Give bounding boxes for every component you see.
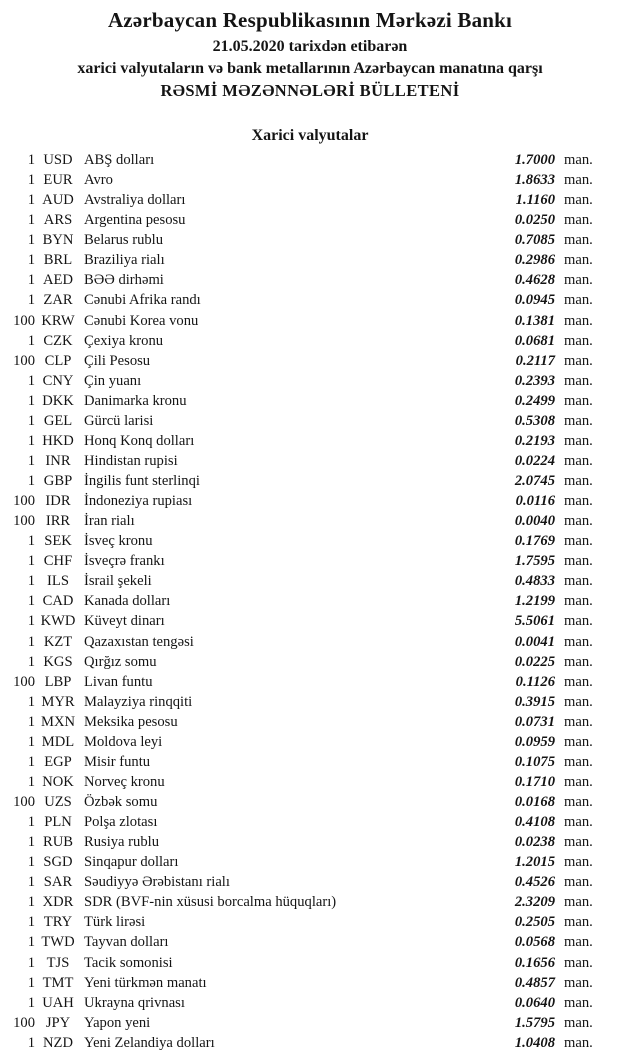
quantity-cell: 1 xyxy=(27,232,35,249)
unit-label-cell: man. xyxy=(564,172,593,189)
unit-label-cell: man. xyxy=(564,452,593,469)
quantity-cell: 1 xyxy=(27,974,35,991)
rate-value-cell: 1.2199 xyxy=(514,593,555,610)
currency-name-cell: İngilis funt sterlinqi xyxy=(84,473,200,489)
rate-value-cell: 0.0250 xyxy=(514,212,555,229)
currency-code-cell: ARS xyxy=(43,212,73,229)
unit-label-cell: man. xyxy=(564,432,593,449)
rate-row xyxy=(0,1033,620,1053)
quantity-cell: 1 xyxy=(27,412,35,429)
unit-label-cell: man. xyxy=(564,292,593,309)
rate-row xyxy=(0,772,620,792)
currency-code-cell: LBP xyxy=(44,673,72,690)
currency-name-cell: Cənubi Korea vonu xyxy=(84,312,199,329)
currency-name-cell: İsrail şekeli xyxy=(84,573,152,590)
rate-row xyxy=(0,1013,620,1033)
rate-value-cell: 1.5795 xyxy=(514,1014,555,1031)
rate-value-cell: 5.5061 xyxy=(514,613,555,630)
unit-label-cell: man. xyxy=(564,332,593,349)
unit-label-cell: man. xyxy=(564,1014,593,1031)
currency-name-cell: Meksika pesosu xyxy=(84,713,178,730)
quantity-cell: 1 xyxy=(27,192,35,209)
currency-name-cell: Ukrayna qrivnası xyxy=(84,994,185,1011)
rate-value-cell: 0.0568 xyxy=(514,934,555,951)
unit-label-cell: man. xyxy=(564,152,593,168)
rate-value-cell: 2.0745 xyxy=(514,473,555,489)
currency-code-cell: GBP xyxy=(43,473,73,489)
currency-code-cell: AUD xyxy=(42,192,74,209)
rate-row xyxy=(0,411,620,431)
rate-row xyxy=(0,832,620,852)
currency-name-cell: ABŞ dolları xyxy=(84,152,155,168)
currency-name-cell: Səudiyyə Ərəbistanı rialı xyxy=(84,874,230,891)
currency-name-cell: Gürcü larisi xyxy=(84,412,154,429)
currency-code-cell: ILS xyxy=(47,573,69,590)
currency-code-cell: INR xyxy=(45,452,71,469)
rate-value-cell: 0.1075 xyxy=(514,753,555,770)
unit-label-cell: man. xyxy=(564,412,593,429)
currency-name-cell: Danimarka kronu xyxy=(84,392,187,409)
unit-label-cell: man. xyxy=(564,372,593,389)
rate-value-cell: 0.2393 xyxy=(514,372,555,389)
currency-name-cell: Livan funtu xyxy=(84,673,153,690)
rate-row xyxy=(0,852,620,872)
currency-name-cell: Qırğız somu xyxy=(84,653,157,670)
unit-label-cell: man. xyxy=(564,1034,593,1051)
rate-row xyxy=(0,752,620,772)
quantity-cell: 100 xyxy=(13,493,35,510)
unit-label-cell: man. xyxy=(564,693,593,710)
quantity-cell: 1 xyxy=(27,954,35,971)
quantity-cell: 100 xyxy=(13,1014,35,1031)
quantity-cell: 1 xyxy=(27,573,35,590)
currency-name-cell: Kanada dolları xyxy=(84,593,171,610)
section-title-foreign-currencies: Xarici valyutalar xyxy=(251,127,369,144)
currency-name-cell: Yapon yeni xyxy=(84,1014,151,1031)
unit-label-cell: man. xyxy=(564,232,593,249)
unit-label-cell: man. xyxy=(564,653,593,670)
currency-code-cell: TJS xyxy=(46,954,70,971)
unit-label-cell: man. xyxy=(564,493,593,510)
quantity-cell: 1 xyxy=(27,733,35,750)
rate-value-cell: 0.0959 xyxy=(514,733,555,750)
rate-row xyxy=(0,150,620,170)
rate-row xyxy=(0,892,620,912)
currency-name-cell: Braziliya rialı xyxy=(84,252,165,269)
currency-name-cell: Avro xyxy=(84,172,113,189)
currency-name-cell: Çili Pesosu xyxy=(84,352,151,369)
rate-row xyxy=(0,290,620,310)
currency-code-cell: TWD xyxy=(41,934,75,951)
currency-name-cell: BƏƏ dirhəmi xyxy=(84,272,164,289)
currency-code-cell: SAR xyxy=(43,874,73,891)
unit-label-cell: man. xyxy=(564,633,593,650)
currency-name-cell: İsveç kronu xyxy=(84,533,153,550)
unit-label-cell: man. xyxy=(564,673,593,690)
currency-code-cell: CAD xyxy=(42,593,74,610)
quantity-cell: 1 xyxy=(27,292,35,309)
currency-name-cell: Türk lirəsi xyxy=(84,914,146,931)
quantity-cell: 1 xyxy=(27,473,35,489)
currency-code-cell: MYR xyxy=(41,693,75,710)
rate-row xyxy=(0,632,620,652)
rate-value-cell: 0.4628 xyxy=(514,272,555,289)
quantity-cell: 1 xyxy=(27,994,35,1011)
quantity-cell: 1 xyxy=(27,212,35,229)
unit-label-cell: man. xyxy=(564,753,593,770)
rate-value-cell: 0.1710 xyxy=(514,773,555,790)
quantity-cell: 1 xyxy=(27,613,35,630)
currency-name-cell: Polşa zlotası xyxy=(84,814,158,831)
unit-label-cell: man. xyxy=(564,773,593,790)
unit-label-cell: man. xyxy=(564,392,593,409)
rate-row xyxy=(0,431,620,451)
bulletin-title: RƏSMİ MƏZƏNNƏLƏRİ BÜLLETENİ xyxy=(160,81,460,100)
currency-name-cell: Malayziya rinqqiti xyxy=(84,693,193,710)
currency-code-cell: CLP xyxy=(44,352,72,369)
currency-name-cell: Moldova leyi xyxy=(84,733,163,750)
rate-row xyxy=(0,531,620,551)
currency-code-cell: SEK xyxy=(44,533,72,550)
currency-name-cell: Honq Konq dolları xyxy=(84,432,195,449)
rate-value-cell: 0.2986 xyxy=(514,252,555,269)
quantity-cell: 1 xyxy=(27,914,35,931)
currency-name-cell: Belarus rublu xyxy=(84,232,164,249)
quantity-cell: 1 xyxy=(27,693,35,710)
currency-code-cell: TRY xyxy=(43,914,73,931)
rate-value-cell: 0.4833 xyxy=(514,573,555,590)
rate-row xyxy=(0,732,620,752)
rate-value-cell: 0.2505 xyxy=(514,914,555,931)
unit-label-cell: man. xyxy=(564,854,593,871)
rate-value-cell: 0.0640 xyxy=(514,994,555,1011)
currency-code-cell: EUR xyxy=(43,172,73,189)
quantity-cell: 1 xyxy=(27,172,35,189)
rate-row xyxy=(0,812,620,832)
currency-name-cell: Hindistan rupisi xyxy=(84,452,178,469)
rate-value-cell: 0.4108 xyxy=(514,814,555,831)
rate-row xyxy=(0,471,620,491)
quantity-cell: 1 xyxy=(27,553,35,570)
currency-code-cell: ZAR xyxy=(43,292,73,309)
rate-value-cell: 0.4526 xyxy=(514,874,555,891)
quantity-cell: 1 xyxy=(27,533,35,550)
currency-code-cell: USD xyxy=(43,152,73,168)
currency-name-cell: Tacik somonisi xyxy=(84,954,173,971)
rate-row xyxy=(0,210,620,230)
quantity-cell: 1 xyxy=(27,593,35,610)
rate-row xyxy=(0,170,620,190)
currency-code-cell: DKK xyxy=(42,392,74,409)
quantity-cell: 1 xyxy=(27,934,35,951)
quantity-cell: 1 xyxy=(27,332,35,349)
quantity-cell: 1 xyxy=(27,773,35,790)
quantity-cell: 1 xyxy=(27,452,35,469)
currency-name-cell: Küveyt dinarı xyxy=(84,613,165,630)
unit-label-cell: man. xyxy=(564,212,593,229)
currency-name-cell: Çin yuanı xyxy=(84,372,142,389)
quantity-cell: 1 xyxy=(27,432,35,449)
currency-name-cell: Özbək somu xyxy=(84,794,158,810)
quantity-cell: 100 xyxy=(13,312,35,329)
currency-code-cell: AED xyxy=(43,272,73,289)
quantity-cell: 100 xyxy=(13,673,35,690)
rate-row xyxy=(0,571,620,591)
rate-value-cell: 0.2117 xyxy=(515,352,555,369)
rate-value-cell: 0.1381 xyxy=(514,312,555,329)
currency-code-cell: BYN xyxy=(42,232,74,249)
quantity-cell: 1 xyxy=(27,1034,35,1051)
rate-row xyxy=(0,331,620,351)
quantity-cell: 100 xyxy=(13,794,35,810)
rate-row xyxy=(0,371,620,391)
quantity-cell: 1 xyxy=(27,834,35,851)
rate-row xyxy=(0,872,620,892)
quantity-cell: 1 xyxy=(27,894,35,911)
currency-code-cell: UZS xyxy=(44,794,72,810)
quantity-cell: 1 xyxy=(27,633,35,650)
currency-name-cell: SDR (BVF-nin xüsusi borcalma hüquqları) xyxy=(84,894,337,911)
rate-row xyxy=(0,932,620,952)
currency-code-cell: IRR xyxy=(45,513,71,530)
rate-row xyxy=(0,953,620,973)
rate-row xyxy=(0,712,620,732)
rate-value-cell: 0.4857 xyxy=(514,974,555,991)
rate-row xyxy=(0,230,620,250)
rate-row xyxy=(0,692,620,712)
unit-label-cell: man. xyxy=(564,272,593,289)
currency-code-cell: HKD xyxy=(42,432,74,449)
rate-value-cell: 0.2193 xyxy=(514,432,555,449)
unit-label-cell: man. xyxy=(564,794,593,810)
quantity-cell: 1 xyxy=(27,252,35,269)
rate-row xyxy=(0,351,620,371)
unit-label-cell: man. xyxy=(564,192,593,209)
quantity-cell: 1 xyxy=(27,392,35,409)
unit-label-cell: man. xyxy=(564,934,593,951)
rate-row xyxy=(0,551,620,571)
currency-code-cell: KWD xyxy=(40,613,76,630)
rate-row xyxy=(0,311,620,331)
currency-name-cell: Tayvan dolları xyxy=(84,934,169,951)
unit-label-cell: man. xyxy=(564,312,593,329)
currency-code-cell: PLN xyxy=(44,814,72,831)
rate-value-cell: 0.0224 xyxy=(514,452,555,469)
rate-value-cell: 0.1656 xyxy=(514,954,555,971)
currency-name-cell: Argentina pesosu xyxy=(84,212,186,229)
currency-code-cell: KRW xyxy=(41,312,75,329)
currency-code-cell: RUB xyxy=(42,834,73,851)
unit-label-cell: man. xyxy=(564,352,593,369)
currency-name-cell: Rusiya rublu xyxy=(84,834,159,851)
rate-value-cell: 1.1160 xyxy=(515,192,555,209)
currency-code-cell: KZT xyxy=(43,633,73,650)
rate-row xyxy=(0,672,620,692)
currency-code-cell: NZD xyxy=(43,1034,73,1051)
rate-row xyxy=(0,451,620,471)
rate-row xyxy=(0,993,620,1013)
bank-name-title: Azərbaycan Respublikasının Mərkəzi Bankı xyxy=(107,8,513,32)
quantity-cell: 1 xyxy=(27,854,35,871)
rate-row xyxy=(0,491,620,511)
unit-label-cell: man. xyxy=(564,613,593,630)
quantity-cell: 1 xyxy=(27,753,35,770)
rate-value-cell: 0.7085 xyxy=(514,232,555,249)
rate-value-cell: 0.0041 xyxy=(514,633,555,650)
quantity-cell: 1 xyxy=(27,152,35,168)
unit-label-cell: man. xyxy=(564,593,593,610)
unit-label-cell: man. xyxy=(564,874,593,891)
rate-row xyxy=(0,391,620,411)
currency-code-cell: CNY xyxy=(42,372,74,389)
rate-value-cell: 0.0225 xyxy=(514,653,555,670)
currency-code-cell: TMT xyxy=(42,974,74,991)
unit-label-cell: man. xyxy=(564,994,593,1011)
unit-label-cell: man. xyxy=(564,533,593,550)
rate-value-cell: 0.3915 xyxy=(514,693,555,710)
quantity-cell: 1 xyxy=(27,653,35,670)
rate-value-cell: 0.0945 xyxy=(514,292,555,309)
unit-label-cell: man. xyxy=(564,814,593,831)
currency-name-cell: Sinqapur dolları xyxy=(84,854,179,871)
quantity-cell: 1 xyxy=(27,272,35,289)
rates-table xyxy=(0,150,620,1053)
rate-value-cell: 0.0116 xyxy=(515,493,555,510)
unit-label-cell: man. xyxy=(564,573,593,590)
unit-label-cell: man. xyxy=(564,914,593,931)
rate-row xyxy=(0,190,620,210)
unit-label-cell: man. xyxy=(564,473,593,489)
rate-value-cell: 1.0408 xyxy=(514,1034,555,1051)
currency-code-cell: GEL xyxy=(43,412,73,429)
currency-name-cell: Norveç kronu xyxy=(84,773,165,790)
rate-value-cell: 0.0238 xyxy=(514,834,555,851)
quantity-cell: 1 xyxy=(27,874,35,891)
currency-name-cell: Avstraliya dolları xyxy=(84,192,186,209)
currency-name-cell: Yeni türkmən manatı xyxy=(84,974,207,991)
rate-row xyxy=(0,792,620,812)
rate-row xyxy=(0,511,620,531)
rate-value-cell: 0.0040 xyxy=(514,513,555,530)
currency-code-cell: MDL xyxy=(41,733,75,750)
rate-value-cell: 1.7595 xyxy=(514,553,555,570)
currency-code-cell: NOK xyxy=(42,773,74,790)
rate-value-cell: 0.0731 xyxy=(514,713,555,730)
currency-code-cell: IDR xyxy=(45,493,71,510)
unit-label-cell: man. xyxy=(564,553,593,570)
rate-row xyxy=(0,912,620,932)
rate-row xyxy=(0,973,620,993)
subject-line: xarici valyutaların və bank metallarının Azərbaycan manatına qarşı xyxy=(77,60,543,77)
currency-name-cell: İndoneziya rupiası xyxy=(84,493,193,510)
rate-value-cell: 2.3209 xyxy=(514,894,555,911)
quantity-cell: 100 xyxy=(13,513,35,530)
currency-code-cell: SGD xyxy=(43,854,73,871)
unit-label-cell: man. xyxy=(564,894,593,911)
currency-code-cell: XDR xyxy=(42,894,74,911)
unit-label-cell: man. xyxy=(564,834,593,851)
rate-value-cell: 1.8633 xyxy=(514,172,555,189)
currency-name-cell: Cənubi Afrika randı xyxy=(84,292,201,309)
unit-label-cell: man. xyxy=(564,713,593,730)
quantity-cell: 1 xyxy=(27,713,35,730)
unit-label-cell: man. xyxy=(564,252,593,269)
currency-code-cell: MXN xyxy=(40,713,76,730)
unit-label-cell: man. xyxy=(564,974,593,991)
rate-row xyxy=(0,250,620,270)
currency-name-cell: İsveçrə frankı xyxy=(84,553,165,570)
quantity-cell: 1 xyxy=(27,814,35,831)
currency-code-cell: BRL xyxy=(43,252,73,269)
rate-row xyxy=(0,270,620,290)
currency-code-cell: KGS xyxy=(43,653,73,670)
unit-label-cell: man. xyxy=(564,513,593,530)
rate-value-cell: 0.0681 xyxy=(514,332,555,349)
currency-name-cell: Misir funtu xyxy=(84,753,151,770)
currency-name-cell: Çexiya kronu xyxy=(84,332,164,349)
rate-value-cell: 1.7000 xyxy=(514,152,555,168)
currency-name-cell: Qazaxıstan tengəsi xyxy=(84,633,194,650)
currency-name-cell: İran rialı xyxy=(84,513,135,530)
rate-row xyxy=(0,652,620,672)
currency-code-cell: CHF xyxy=(43,553,73,570)
rate-value-cell: 0.1769 xyxy=(514,533,555,550)
unit-label-cell: man. xyxy=(564,954,593,971)
currency-name-cell: Yeni Zelandiya dolları xyxy=(84,1034,215,1051)
currency-code-cell: EGP xyxy=(44,753,72,770)
unit-label-cell: man. xyxy=(564,733,593,750)
effective-date-line: 21.05.2020 tarixdən etibarən xyxy=(212,38,408,55)
currency-code-cell: JPY xyxy=(45,1014,71,1031)
rate-value-cell: 0.5308 xyxy=(514,412,555,429)
rate-value-cell: 0.1126 xyxy=(515,673,555,690)
quantity-cell: 1 xyxy=(27,372,35,389)
rate-row xyxy=(0,591,620,611)
quantity-cell: 100 xyxy=(13,352,35,369)
rate-value-cell: 0.2499 xyxy=(514,392,555,409)
currency-code-cell: UAH xyxy=(42,994,74,1011)
rate-value-cell: 0.0168 xyxy=(514,794,555,810)
rate-value-cell: 1.2015 xyxy=(514,854,555,871)
currency-code-cell: CZK xyxy=(43,332,73,349)
rate-row xyxy=(0,611,620,631)
